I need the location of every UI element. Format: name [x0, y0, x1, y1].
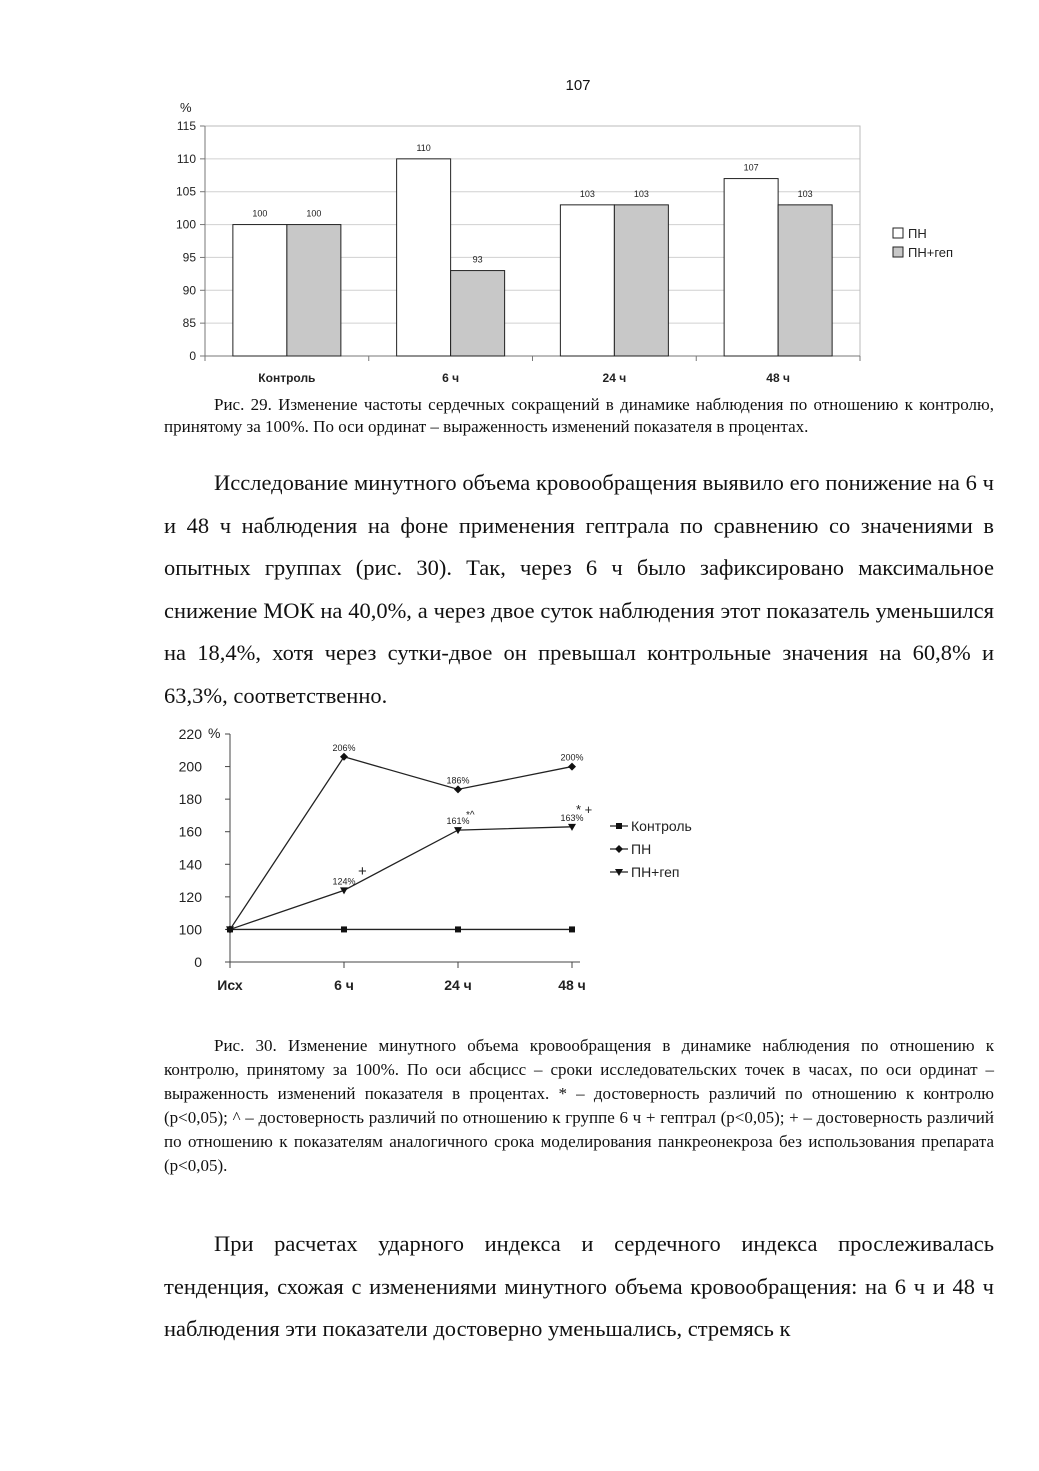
series-line: [230, 827, 572, 930]
bar: [724, 179, 778, 356]
point-data-label: 200%: [560, 752, 584, 763]
bar-data-label: 103: [579, 188, 595, 199]
legend-swatch: [893, 228, 903, 238]
significance-mark: *^: [466, 810, 475, 821]
bar-data-label: 93: [472, 254, 483, 265]
legend-label: Контроль: [631, 818, 692, 834]
data-point-square: [455, 926, 461, 932]
bar: [778, 205, 832, 356]
heart-rate-bar-chart: [160, 98, 980, 388]
paragraph-mok: [164, 462, 994, 717]
paragraph-mok-text: Исследование минутного объема кровообращения выявило его понижение на 6 ч и 48 ч наблюдения на фоне применения гептрала по сравнению со значениями в опытных группах (рис. 30). Так, через 6 ч было зафиксировано максимальное снижение МОК на 40,0%, а через двое суток наблюдения этот показатель уменьшился на 18,4%, хотя через сутки-двое он превышал контрольные значения на 60,8% и 63,3%, соответственно.: [164, 470, 994, 708]
data-point-square: [569, 926, 575, 932]
y-tick-label: 100: [178, 921, 202, 938]
x-tick-label: 48 ч: [558, 977, 586, 993]
y-tick-label: 115: [176, 119, 196, 133]
data-point-diamond: [340, 753, 348, 761]
bar: [233, 225, 287, 356]
bar-data-label: 103: [633, 188, 649, 199]
line-chart-svg: [160, 722, 720, 997]
data-point-diamond: [568, 763, 576, 771]
x-tick-label: 24 ч: [444, 977, 472, 993]
significance-mark: * +: [576, 802, 593, 817]
page-number: 107: [565, 77, 591, 94]
figure-30-caption-text: Рис. 30. Изменение минутного объема кровообращения в динамике наблюдения по отношению к контролю, принятому за 100%. По оси абсцисс – сроки исследовательских точек в часах, по оси ординат – выраженность изменений показателя в процентах. * – достоверность различий по отношению к контролю (р<0,05); ^ – достоверность различий по отношению к группе 6 ч + гептрал (р<0,05); + – достоверность различий по отношению к показателям аналогичного срока моделирования панкреонекроза без использования препарата (р<0,05).: [164, 1036, 994, 1175]
mok-line-chart: [160, 722, 720, 997]
bar-data-label: 100: [252, 208, 268, 219]
x-tick-label: Контроль: [258, 371, 316, 385]
legend-label: ПН: [908, 226, 927, 241]
y-tick-label: 120: [178, 888, 202, 905]
y-tick-label: 0: [194, 954, 202, 970]
y-tick-label: 160: [178, 823, 202, 840]
bar: [451, 271, 505, 356]
paragraph-indexes: [164, 1223, 994, 1351]
bar-data-label: 100: [306, 208, 322, 219]
bar-data-label: 110: [416, 142, 431, 153]
y-tick-label: 95: [182, 250, 196, 265]
figure-29-caption: [164, 394, 994, 438]
point-data-label: 124%: [332, 876, 356, 887]
x-tick-label: Исх: [217, 977, 243, 993]
bar-data-label: 107: [743, 162, 759, 173]
y-tick-label: 105: [175, 184, 196, 199]
x-tick-label: 6 ч: [334, 977, 354, 993]
legend-label: ПН: [631, 841, 652, 857]
y-tick-label: 200: [178, 758, 202, 775]
figure-29-caption-text: Рис. 29. Изменение частоты сердечных сокращений в динамике наблюдения по отношению к контролю, принятому за 100%. По оси ординат – выраженность изменений показателя в процентах.: [164, 395, 994, 436]
y-tick-label: 90: [182, 283, 196, 298]
bar: [287, 225, 341, 356]
series-line: [230, 757, 572, 930]
point-data-label: 161%: [446, 816, 470, 827]
figure-30-caption: [164, 1034, 994, 1178]
y-tick-label: 220: [178, 726, 202, 742]
y-tick-label: 100: [175, 217, 196, 232]
y-tick-label: 110: [176, 151, 196, 166]
y-tick-label: 140: [178, 856, 202, 873]
data-point-square: [616, 823, 622, 829]
y-axis-unit: %: [180, 100, 192, 115]
y-tick-label: 180: [178, 791, 202, 808]
legend-label: ПН+геп: [908, 245, 954, 260]
point-data-label: 206%: [332, 742, 356, 753]
data-point-diamond: [615, 845, 623, 853]
legend-label: ПН+геп: [631, 864, 680, 880]
x-tick-label: 6 ч: [442, 371, 460, 385]
bar-data-label: 103: [797, 188, 813, 199]
y-axis-unit: %: [208, 725, 221, 741]
x-tick-label: 48 ч: [766, 371, 790, 385]
bar: [614, 205, 668, 356]
y-tick-label: 0: [189, 349, 196, 363]
bar-chart-svg: [160, 98, 980, 388]
bar: [560, 205, 614, 356]
bar: [397, 159, 451, 356]
point-data-label: 186%: [446, 775, 470, 786]
significance-mark: +: [358, 863, 367, 880]
paragraph-indexes-text: При расчетах ударного индекса и сердечного индекса прослеживалась тенденция, схожая с изменениями минутного объема кровообращения: на 6 ч и 48 ч наблюдения эти показатели достоверно уменьшались, стремясь к: [164, 1231, 994, 1341]
point-data-label: 163%: [560, 812, 584, 823]
y-tick-label: 85: [182, 316, 196, 331]
legend-swatch: [893, 247, 903, 257]
x-tick-label: 24 ч: [602, 371, 627, 385]
data-point-diamond: [454, 785, 462, 793]
data-point-square: [341, 926, 347, 932]
